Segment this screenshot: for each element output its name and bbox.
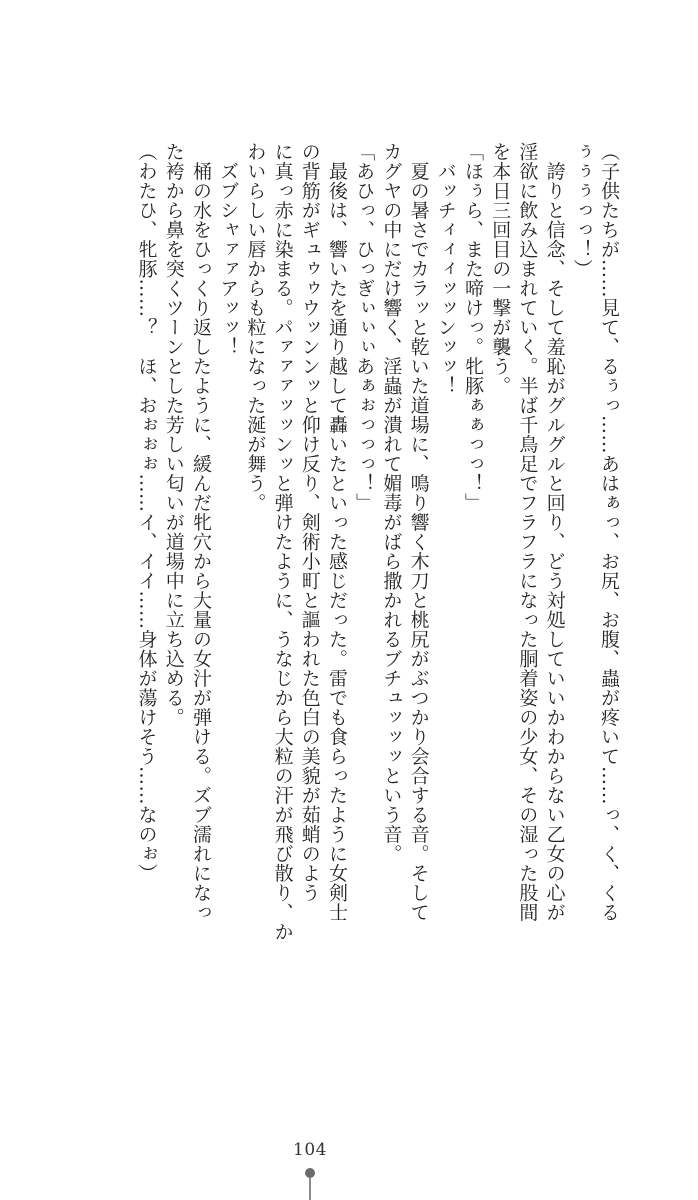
page-marker-dot [305,1168,315,1178]
vertical-text-body [132,142,622,1122]
text-line: ぅぅぅっっ！） [570,142,593,279]
text-line: カグヤの中にだけ響く、淫蟲が潰れて媚毒がばら撒かれるブチュッッッという音。 [380,142,403,864]
text-line: 桶の水をひっくり返したように、緩んだ牝穴から大量の女汁が弾ける。ズブ濡れになっ [189,142,212,922]
text-line: 「あひっ、ひっぎぃぃぃあぁぉっっっ！」 [353,142,376,513]
text-line: ズブシャァァアッッ！ [217,142,240,357]
text-line: た袴から鼻を突くツーンとした芳しい匂いが道場中に立ち込める。 [162,142,185,727]
text-line: 夏の暑さでカラッと乾いた道場に、鳴り響く木刀と桃尻がぶつかり会合する音。そして [407,142,430,922]
text-line: 最後は、響いたを通り越して轟いたといった感じだった。雷でも食らったように女剣士 [325,142,348,922]
page-number: 104 [293,1140,327,1160]
page-marker-line [309,1178,311,1200]
text-line: （子供たちが……見て、るぅっ……あはぁっ、お尻、お腹、蟲が疼いて……っ、く、くる [598,142,620,922]
text-line: を本日三回目の一撃が襲う。 [489,142,512,396]
text-line: の背筋がギュゥゥウッンンッと仰け反り、剣術小町と謳われた色白の美貌が茹蛸のよう [298,142,321,903]
text-line: バッチィィィッッンッッ！ [434,142,457,396]
text-line: 淫欲に飲み込まれていく。半ば千鳥足でフラフラになった胴着姿の少女、その湿った股間 [516,142,539,922]
text-line: 「ほぅら、また啼けっ。牝豚ぁぁっっ！」 [461,142,484,513]
text-line: 誇りと信念、そして羞恥がグルグルと回り、どう対処していいかわからない乙女の心が [543,142,566,922]
text-line: わいらしい唇からも粒になった涎が舞う。 [244,142,267,513]
text-line: （わたひ、牝豚……？ ほ、おぉぉぉ……イ、イイ……身体が蕩けそう……なのぉ） [135,142,158,883]
text-line: に真っ赤に染まる。パァァァッッンッと弾けたように、うなじから大粒の汗が飛び散り、か [271,142,294,942]
